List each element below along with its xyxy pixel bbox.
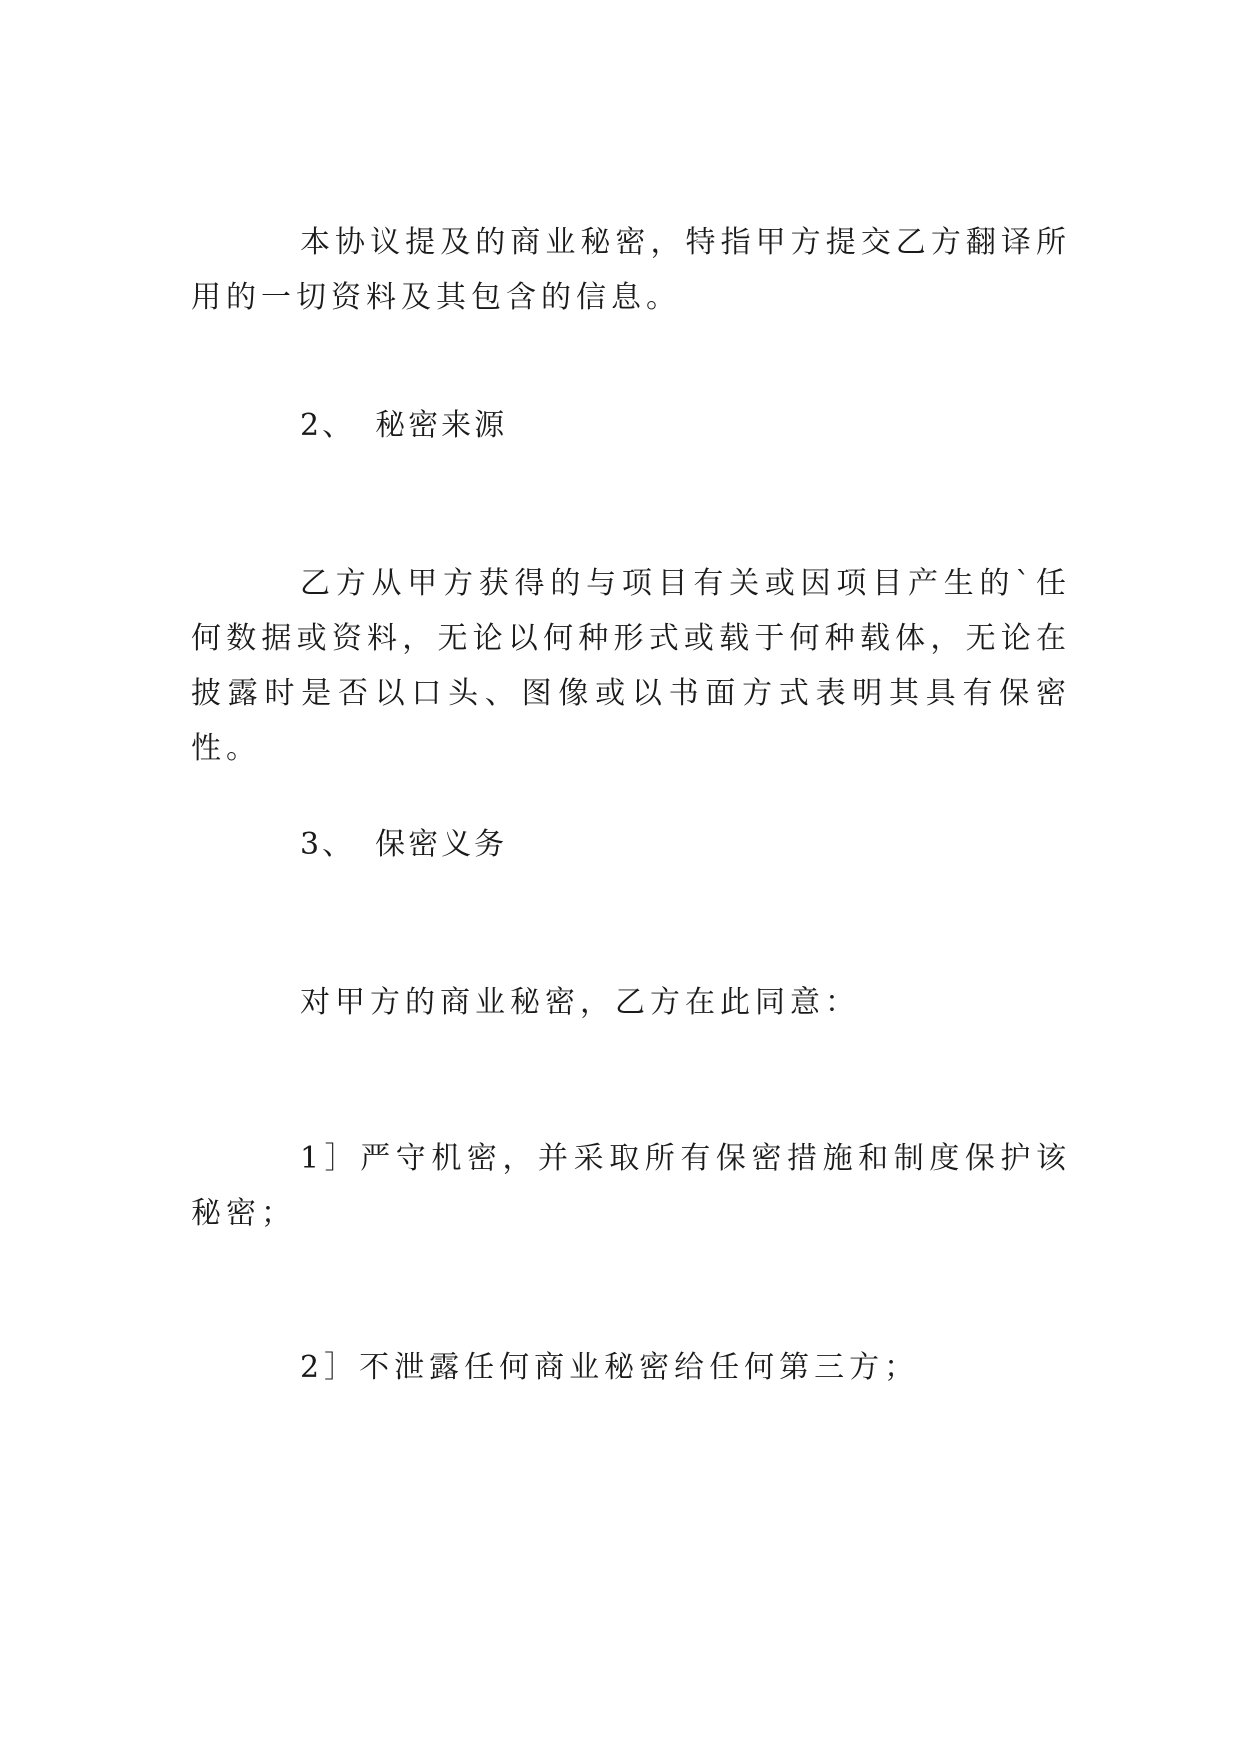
list-item-no-disclosure: 2］不泄露任何商业秘密给任何第三方； bbox=[300, 1350, 920, 1385]
section-heading-secret-source bbox=[300, 398, 507, 453]
section-heading-confidentiality-obligation bbox=[300, 817, 507, 872]
paragraph-agreement-intro: 对甲方的商业秘密，乙方在此同意： bbox=[300, 985, 860, 1020]
section-number: 3、 bbox=[300, 827, 356, 862]
list-item-keep-secret: 1］严守机密，并采取所有保密措施和制度保护该秘密； bbox=[191, 1141, 1071, 1231]
section-title: 保密义务 bbox=[375, 827, 508, 862]
section-title: 秘密来源 bbox=[375, 408, 508, 443]
paragraph-secret-source: 乙方从甲方获得的与项目有关或因项目产生的`任何数据或资料，无论以何种形式或载于何种载体，无论在披露时是否以口头、图像或以书面方式表明其具有保密性。 bbox=[191, 566, 1071, 766]
paragraph-trade-secret-definition: 本协议提及的商业秘密，特指甲方提交乙方翻译所用的一切资料及其包含的信息。 bbox=[191, 225, 1071, 315]
section-number: 2、 bbox=[300, 408, 356, 443]
